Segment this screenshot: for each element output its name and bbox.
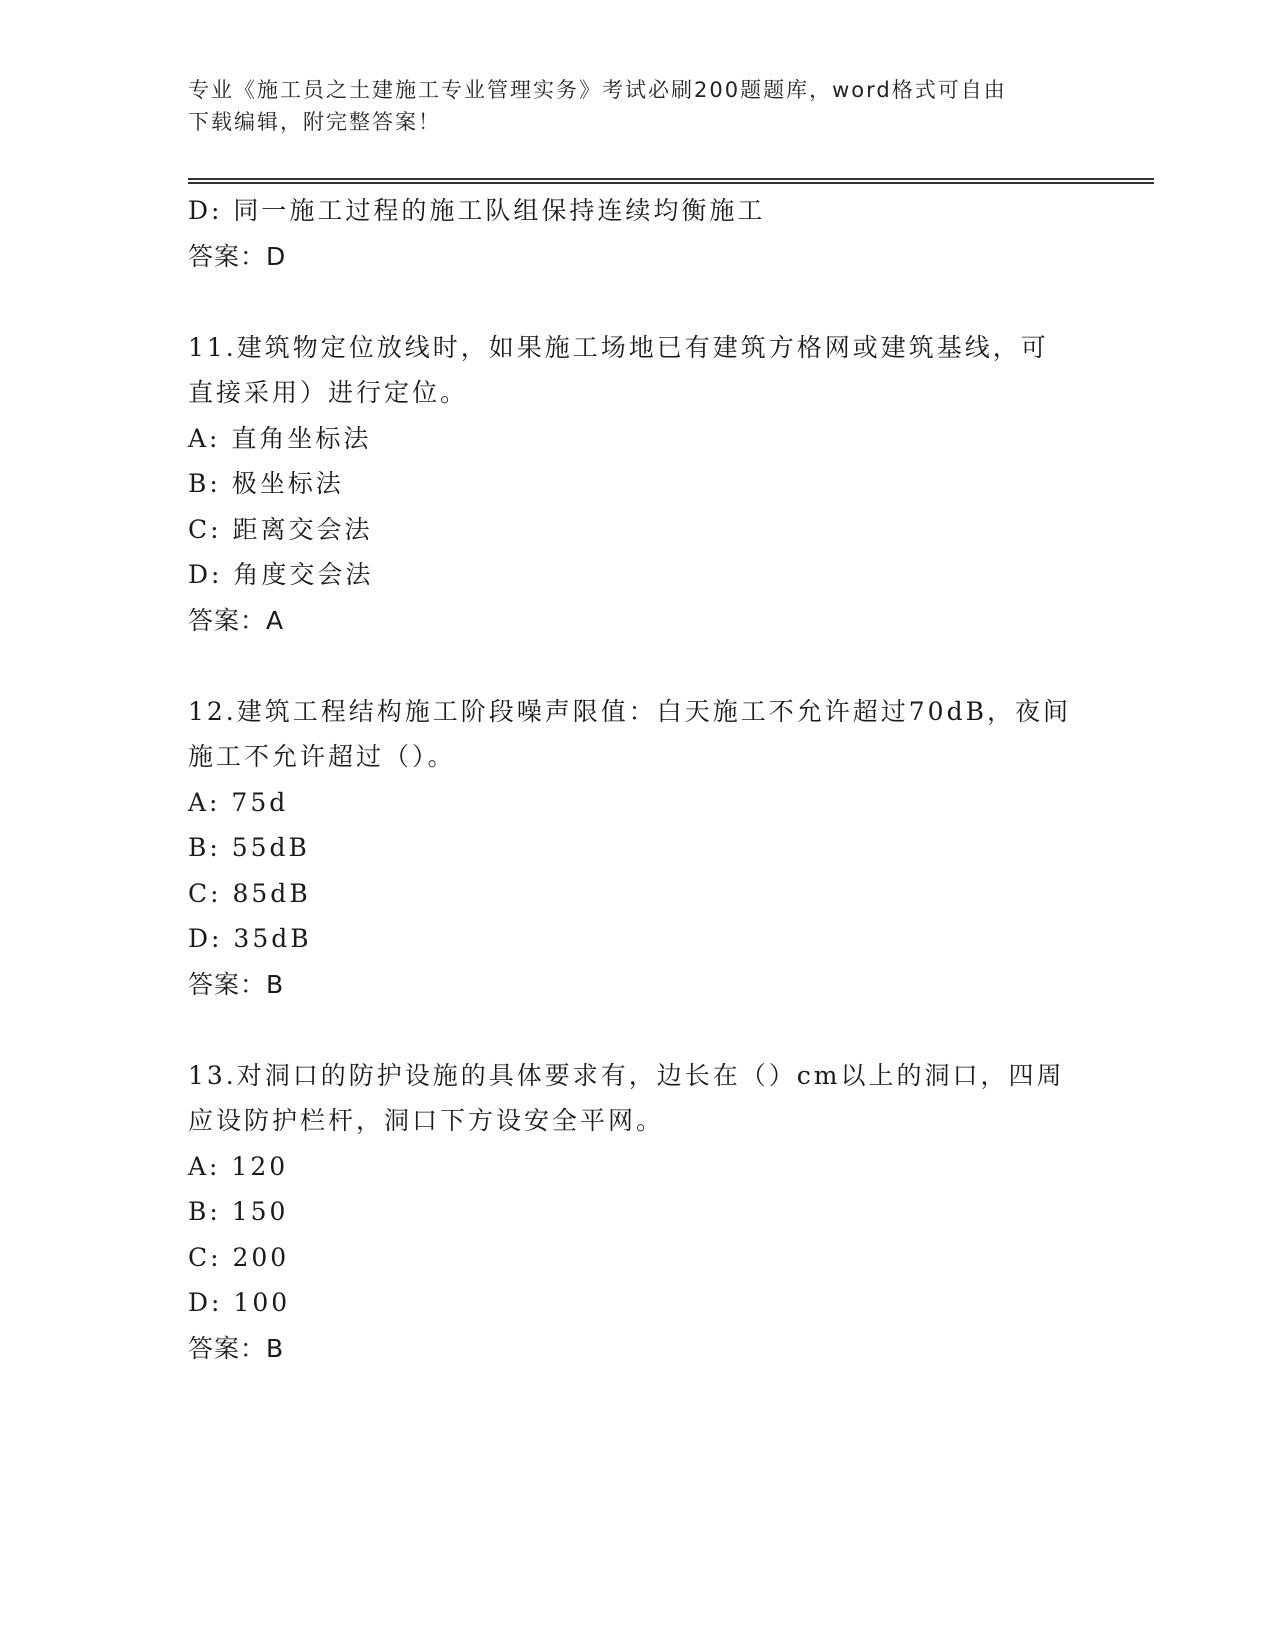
header-double-rule	[188, 178, 1154, 184]
spacer	[188, 1007, 1088, 1053]
option-c: C: 200	[188, 1242, 290, 1272]
question-stem-continued: 施工不允许超过（）。	[188, 742, 456, 771]
option-d: D: 35dB	[188, 924, 312, 953]
page-header	[188, 74, 1088, 138]
answer-line: 答案：B	[188, 969, 285, 999]
question-stem: 11.建筑物定位放线时，如果施工场地已有建筑方格网或建筑基线，可	[188, 332, 1049, 362]
answer-line: 答案：B	[188, 1333, 285, 1363]
question-stem: 13.对洞口的防护设施的具体要求有，边长在（）cm以上的洞口，四周	[188, 1060, 1065, 1090]
option-c: C: 85dB	[188, 878, 311, 908]
question-stem-continued: 应设防护栏杆，洞口下方设安全平网。	[188, 1106, 665, 1135]
option-b: B: 极坐标法	[188, 469, 344, 498]
spacer	[188, 643, 1088, 689]
header-line-2: 下载编辑，附完整答案！	[188, 110, 441, 134]
header-line-1: 专业《施工员之土建施工专业管理实务》考试必刷200题题库，word格式可自由	[188, 78, 1007, 102]
spacer	[188, 279, 1088, 325]
question-11	[188, 325, 1088, 644]
question-stem-continued: 直接采用）进行定位。	[188, 378, 469, 407]
option-d: D: 角度交会法	[188, 560, 374, 589]
option-a: A: 直角坐标法	[188, 423, 372, 453]
question-stem: 12.建筑工程结构施工阶段噪声限值：白天施工不允许超过70dB，夜间	[188, 696, 1071, 726]
option-d: D: 100	[188, 1288, 291, 1317]
document-body	[188, 188, 1088, 1371]
option-a: A: 120	[188, 1151, 289, 1181]
header-rule-bottom	[188, 182, 1154, 184]
answer-line: 答案：D	[188, 241, 287, 271]
question-10-tail	[188, 188, 1088, 279]
option-b: B: 150	[188, 1197, 289, 1226]
option-b: B: 55dB	[188, 833, 310, 862]
option-c: C: 距离交会法	[188, 514, 373, 544]
question-12	[188, 689, 1088, 1008]
question-13	[188, 1053, 1088, 1372]
header-rule-top	[188, 178, 1154, 180]
answer-line: 答案：A	[188, 605, 285, 635]
option-a: A: 75d	[188, 787, 289, 817]
option-d: D: 同一施工过程的施工队组保持连续均衡施工	[188, 196, 766, 225]
